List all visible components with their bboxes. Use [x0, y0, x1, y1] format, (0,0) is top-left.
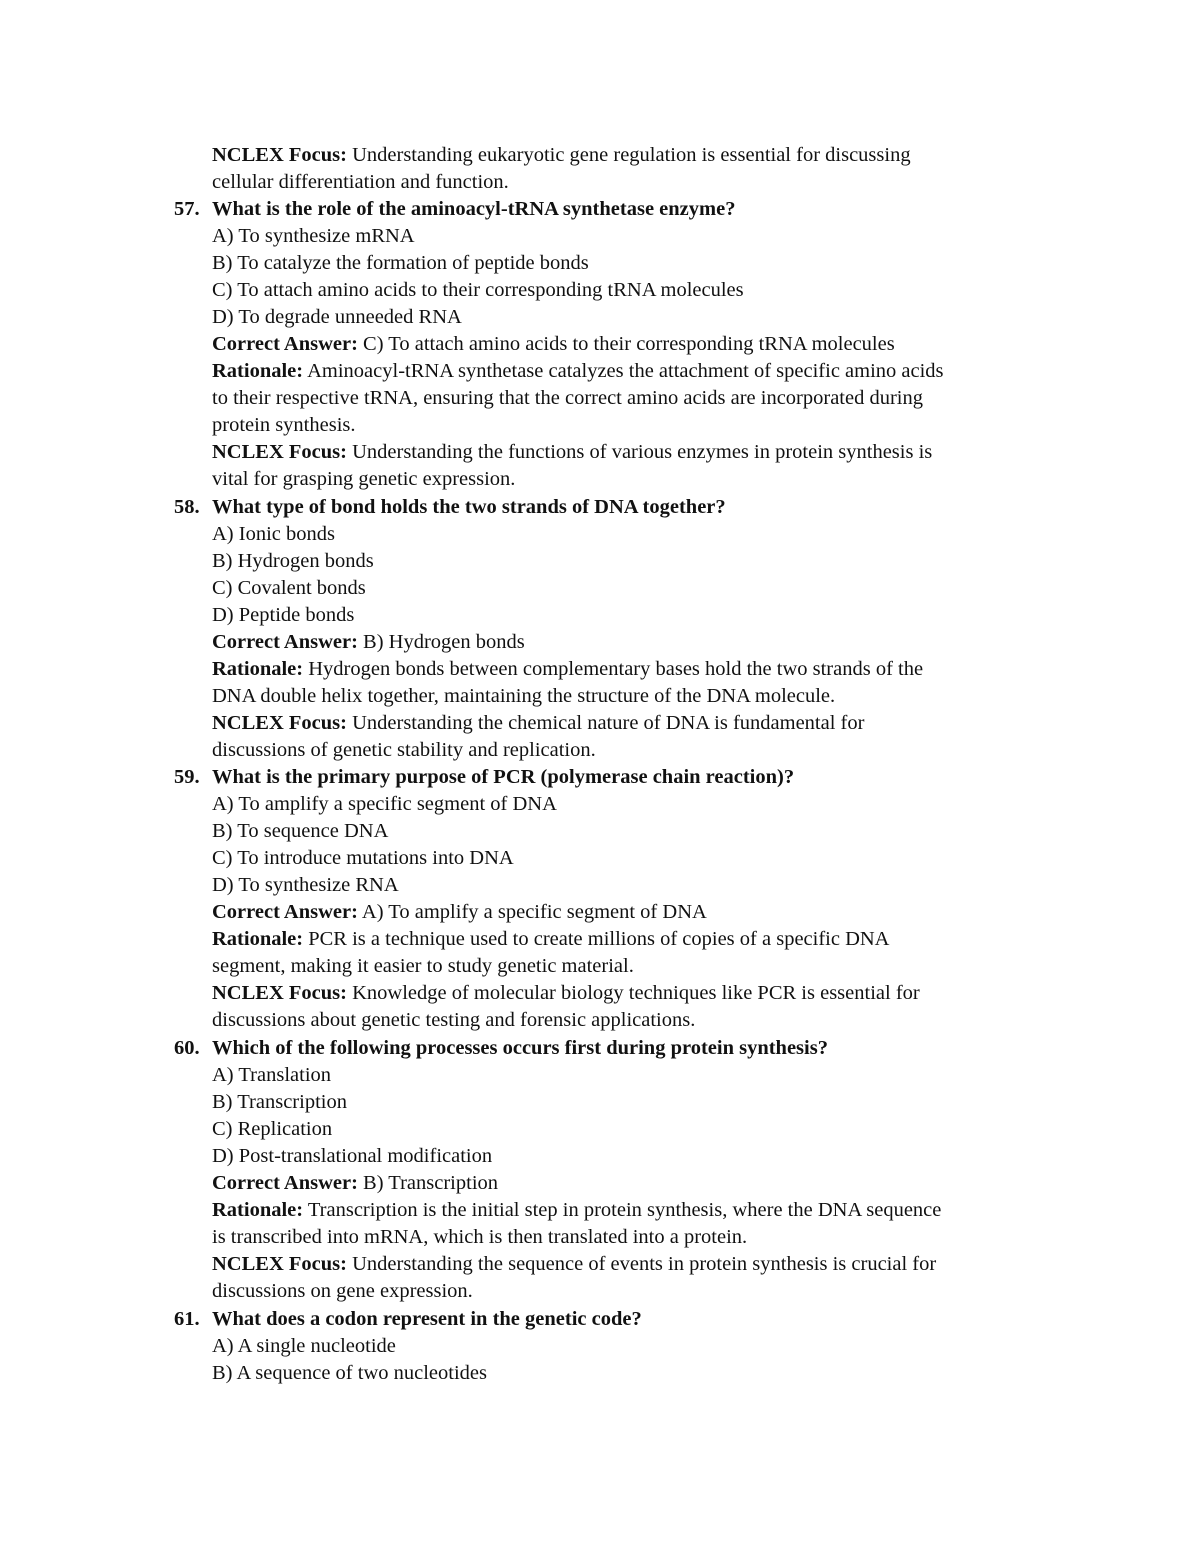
answer-text: C) To attach amino acids to their corresponding tRNA molecules — [357, 333, 895, 355]
question-text: What is the role of the aminoacyl-tRNA synthetase enzyme? — [212, 198, 736, 220]
option: D) To synthesize RNA — [212, 874, 399, 896]
option: D) Peptide bonds — [212, 604, 355, 626]
option: B) A sequence of two nucleotides — [212, 1362, 487, 1384]
rationale-text: Aminoacyl-tRNA synthetase catalyzes the attachment of specific amino acids — [303, 360, 944, 382]
option: B) To sequence DNA — [212, 820, 389, 842]
option: A) To synthesize mRNA — [212, 225, 415, 247]
nclex-line — [212, 439, 932, 466]
nclex-line: vital for grasping genetic expression. — [212, 468, 516, 490]
rationale-text: PCR is a technique used to create millions of copies of a specific DNA — [303, 928, 890, 950]
nclex-line: discussions of genetic stability and replication. — [212, 739, 596, 761]
nclex-line — [212, 1251, 936, 1278]
nclex-label: NCLEX Focus: — [212, 1253, 347, 1275]
option: A) A single nucleotide — [212, 1335, 396, 1357]
nclex-text: Understanding the functions of various enzymes in protein synthesis is — [346, 441, 933, 463]
rationale-line — [212, 656, 923, 683]
intro-nclex-line-1 — [212, 142, 911, 169]
option: A) Translation — [212, 1064, 332, 1086]
question-number: 57. — [174, 198, 200, 220]
question-text: What does a codon represent in the genetic code? — [212, 1308, 642, 1330]
rationale-line: is transcribed into mRNA, which is then translated into a protein. — [212, 1226, 748, 1248]
nclex-text: Understanding the sequence of events in protein synthesis is crucial for — [346, 1253, 937, 1275]
rationale-line — [212, 926, 890, 953]
intro-nclex-line-2: cellular differentiation and function. — [212, 171, 509, 193]
correct-answer-line — [212, 331, 895, 358]
option: A) Ionic bonds — [212, 523, 335, 545]
rationale-text: Transcription is the initial step in protein synthesis, where the DNA sequence — [303, 1199, 942, 1221]
nclex-text: Understanding the chemical nature of DNA is fundamental for — [346, 712, 865, 734]
option: C) Covalent bonds — [212, 577, 366, 599]
rationale-text: Hydrogen bonds between complementary bases hold the two strands of the — [303, 658, 924, 680]
nclex-label: NCLEX Focus: — [212, 712, 347, 734]
option: B) To catalyze the formation of peptide bonds — [212, 252, 589, 274]
nclex-text: Understanding eukaryotic gene regulation is essential for discussing — [346, 144, 911, 166]
answer-text: A) To amplify a specific segment of DNA — [357, 901, 707, 923]
rationale-label: Rationale: — [212, 1199, 304, 1221]
option: C) Replication — [212, 1118, 333, 1140]
question-number: 61. — [174, 1308, 200, 1330]
correct-answer-line — [212, 899, 707, 926]
question-number: 58. — [174, 496, 200, 518]
nclex-line — [212, 980, 920, 1007]
nclex-line — [212, 710, 864, 737]
rationale-line: to their respective tRNA, ensuring that the correct amino acids are incorporated during — [212, 387, 923, 409]
option: B) Transcription — [212, 1091, 347, 1113]
rationale-line: protein synthesis. — [212, 414, 356, 436]
answer-label: Correct Answer: — [212, 333, 358, 355]
option: D) To degrade unneeded RNA — [212, 306, 462, 328]
answer-text: B) Hydrogen bonds — [357, 631, 525, 653]
nclex-line: discussions about genetic testing and forensic applications. — [212, 1009, 696, 1031]
nclex-text: Knowledge of molecular biology techniques like PCR is essential for — [346, 982, 920, 1004]
rationale-label: Rationale: — [212, 658, 304, 680]
nclex-label: NCLEX Focus: — [212, 982, 347, 1004]
answer-label: Correct Answer: — [212, 901, 358, 923]
rationale-label: Rationale: — [212, 360, 304, 382]
option: C) To attach amino acids to their corresponding tRNA molecules — [212, 279, 744, 301]
rationale-line: segment, making it easier to study genetic material. — [212, 955, 634, 977]
option: B) Hydrogen bonds — [212, 550, 374, 572]
nclex-label: NCLEX Focus: — [212, 441, 347, 463]
nclex-label: NCLEX Focus: — [212, 144, 347, 166]
answer-label: Correct Answer: — [212, 1172, 358, 1194]
correct-answer-line — [212, 1170, 498, 1197]
rationale-line — [212, 358, 944, 385]
nclex-line: discussions on gene expression. — [212, 1280, 473, 1302]
option: C) To introduce mutations into DNA — [212, 847, 514, 869]
correct-answer-line — [212, 629, 525, 656]
answer-label: Correct Answer: — [212, 631, 358, 653]
question-text: Which of the following processes occurs first during protein synthesis? — [212, 1037, 828, 1059]
question-text: What is the primary purpose of PCR (polymerase chain reaction)? — [212, 766, 795, 788]
rationale-line: DNA double helix together, maintaining the structure of the DNA molecule. — [212, 685, 836, 707]
question-text: What type of bond holds the two strands of DNA together? — [212, 496, 726, 518]
rationale-line — [212, 1197, 941, 1224]
question-number: 59. — [174, 766, 200, 788]
question-number: 60. — [174, 1037, 200, 1059]
option: D) Post-translational modification — [212, 1145, 493, 1167]
rationale-label: Rationale: — [212, 928, 304, 950]
answer-text: B) Transcription — [357, 1172, 499, 1194]
option: A) To amplify a specific segment of DNA — [212, 793, 557, 815]
